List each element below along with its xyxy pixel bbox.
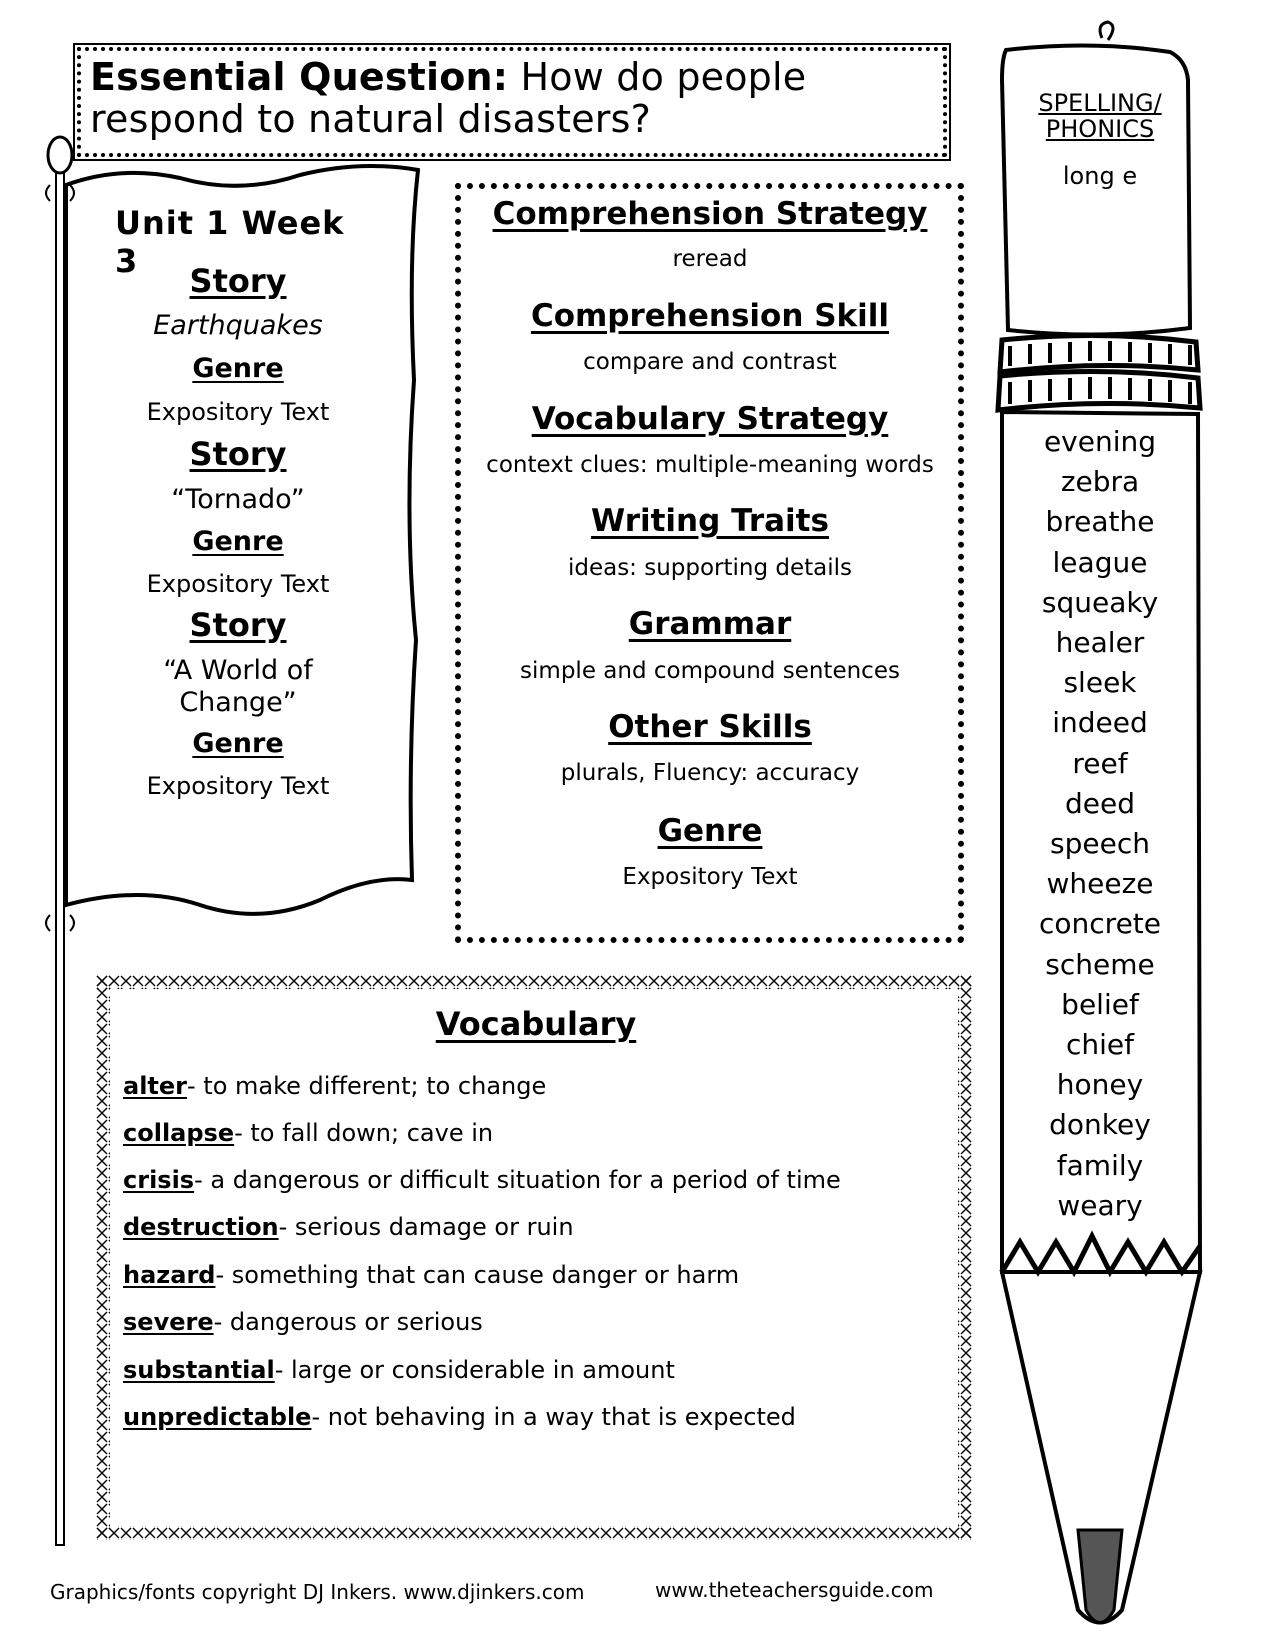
vocab-entry <box>123 1356 675 1384</box>
vocab-entry <box>123 1308 483 1336</box>
skill-heading-comprehension-strategy: Comprehension Strategy <box>492 196 928 232</box>
vocab-definition: - serious damage or ruin <box>278 1213 574 1241</box>
vocab-definition: - dangerous or serious <box>213 1308 483 1336</box>
spelling-word: donkey <box>1049 1108 1151 1142</box>
vocab-definition: - to make different; to change <box>187 1072 547 1100</box>
genre-label-1: Genre <box>192 353 284 384</box>
skill-value-writing-traits: ideas: supporting details <box>567 555 853 581</box>
story-title-2: “Tornado” <box>171 484 305 515</box>
skill-value-genre: Expository Text <box>622 864 798 890</box>
vocab-entry <box>123 1261 739 1289</box>
vocab-entry <box>123 1213 574 1241</box>
essential-question-text: How do people respond to natural disasters? <box>90 55 807 141</box>
vocabulary-title: Vocabulary <box>435 1005 637 1043</box>
spelling-word: chief <box>1065 1028 1134 1061</box>
spelling-word: deed <box>1065 786 1135 820</box>
spelling-phonics-heading: SPELLING/ PHONICS <box>1038 89 1162 143</box>
essential-question-label: Essential Question: <box>90 55 509 99</box>
vocabulary-border <box>96 975 972 1540</box>
skill-value-other-skills: plurals, Fluency: accuracy <box>560 760 860 786</box>
vocab-entry <box>123 1119 493 1147</box>
genre-value-2: Expository Text <box>146 570 330 598</box>
vocab-term: destruction <box>123 1213 279 1241</box>
genre-value-1: Expository Text <box>146 398 330 426</box>
spelling-word: healer <box>1055 626 1145 659</box>
spelling-word: concrete <box>1039 907 1161 941</box>
skill-heading-comprehension-skill: Comprehension Skill <box>530 298 890 334</box>
spelling-word: family <box>1056 1148 1144 1182</box>
spelling-word: squeaky <box>1041 585 1159 619</box>
spelling-word: reef <box>1072 746 1128 780</box>
skill-heading-vocabulary-strategy: Vocabulary Strategy <box>531 401 889 437</box>
story-title-1: Earthquakes <box>153 310 323 341</box>
genre-value-3: Expository Text <box>146 772 330 800</box>
skill-heading-genre: Genre <box>657 813 763 849</box>
vocab-term: crisis <box>123 1166 195 1194</box>
spelling-word: indeed <box>1052 706 1148 740</box>
spelling-word: honey <box>1056 1068 1144 1102</box>
genre-label-2: Genre <box>192 526 284 557</box>
spelling-word: speech <box>1050 827 1150 860</box>
vocab-definition: - large or considerable in amount <box>274 1356 675 1384</box>
unit-week-title: Unit 1 Week 3 <box>115 204 345 280</box>
pencil-graphite <box>1078 1530 1122 1623</box>
vocab-term: substantial <box>123 1356 275 1384</box>
vocab-term: unpredictable <box>123 1403 312 1431</box>
skill-value-comprehension-strategy: reread <box>672 246 748 272</box>
vocab-term: alter <box>123 1072 188 1100</box>
footer-copyright: Graphics/fonts copyright DJ Inkers. www.djinkers.com <box>50 1580 585 1604</box>
vocab-definition: - something that can cause danger or harm <box>215 1261 740 1289</box>
story-label-1: Story <box>189 262 287 300</box>
vocab-definition: - not behaving in a way that is expected <box>311 1403 796 1431</box>
flag-pole-knob <box>48 137 72 173</box>
spelling-word: weary <box>1057 1188 1143 1222</box>
skill-heading-other-skills: Other Skills <box>608 709 812 745</box>
spelling-word: breathe <box>1045 505 1155 539</box>
spelling-word: scheme <box>1045 947 1155 981</box>
spelling-word: wheeze <box>1046 867 1154 901</box>
vocab-term: severe <box>123 1308 214 1336</box>
genre-label-3: Genre <box>192 728 284 759</box>
spelling-word: sleek <box>1063 666 1137 700</box>
vocab-definition: - to fall down; cave in <box>234 1119 494 1147</box>
spelling-word: evening <box>1043 425 1157 458</box>
vocab-term: collapse <box>123 1119 235 1147</box>
story-label-3: Story <box>189 606 287 644</box>
vocab-entry <box>123 1072 546 1100</box>
vocab-term: hazard <box>123 1261 216 1289</box>
story-label-2: Story <box>189 435 287 473</box>
spelling-word: league <box>1052 545 1148 579</box>
skill-value-vocabulary-strategy: context clues: multiple-meaning words <box>486 452 934 478</box>
footer-website: www.theteachersguide.com <box>655 1578 934 1602</box>
vocab-definition: - a dangerous or difficult situation for a period of time <box>194 1166 841 1194</box>
vocab-entry <box>123 1166 841 1194</box>
skill-value-grammar: simple and compound sentences <box>520 658 900 684</box>
flag-pole <box>56 165 64 1545</box>
pencil-top-squiggle <box>1100 22 1113 40</box>
spelling-word: belief <box>1061 987 1139 1021</box>
spelling-word: zebra <box>1060 465 1140 499</box>
story-title-3: “A World of Change” <box>163 655 313 718</box>
spelling-pattern: long e <box>1062 162 1138 190</box>
skill-value-comprehension-skill: compare and contrast <box>583 349 837 375</box>
skill-heading-grammar: Grammar <box>628 606 792 642</box>
skill-heading-writing-traits: Writing Traits <box>591 503 829 539</box>
vocab-entry <box>123 1403 796 1431</box>
